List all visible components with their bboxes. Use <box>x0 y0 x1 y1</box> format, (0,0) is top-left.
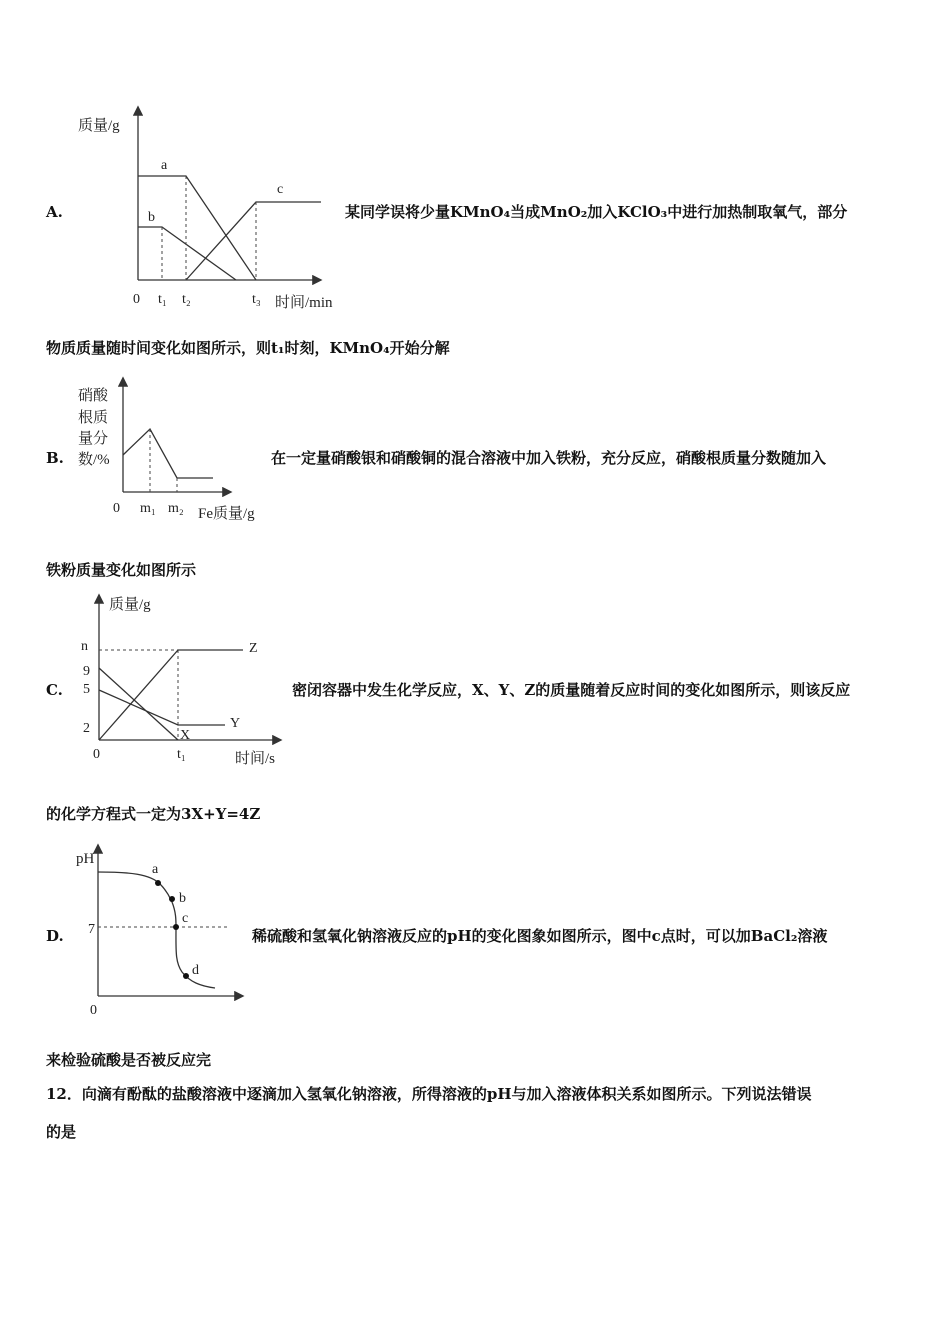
graph-d <box>70 840 255 1025</box>
option-a-label: A. <box>46 203 63 221</box>
z-label: Z <box>249 641 258 656</box>
y-axis-label: pH <box>76 851 95 867</box>
graph-c <box>75 590 295 770</box>
option-d-text-line2: 来检验硫酸是否被反应完 <box>46 1051 212 1069</box>
x-axis-label: Fe质量/g <box>198 506 255 522</box>
point-a-label: a <box>152 862 159 877</box>
graph-a <box>70 100 350 315</box>
curve-b-label: b <box>148 210 155 225</box>
t2-label: t₂ <box>182 292 191 307</box>
origin-label: 0 <box>90 1003 97 1018</box>
question-12-line2: 的是 <box>46 1123 77 1141</box>
option-a-text-line2: 物质质量随时间变化如图所示，则t₁时刻，KMnO₄开始分解 <box>46 339 450 357</box>
x-label: X <box>180 728 191 743</box>
option-c-label: C. <box>46 681 63 699</box>
point-c-label: c <box>182 911 189 926</box>
t1-label: t₁ <box>158 292 167 307</box>
line-y <box>99 690 225 725</box>
m1-label: m₁ <box>140 501 156 516</box>
n-label: n <box>81 639 88 654</box>
x-axis-label: 时间/min <box>275 295 333 311</box>
question-12-line1: 12．向滴有酚酞的盐酸溶液中逐滴加入氢氧化钠溶液，所得溶液的pH与加入溶液体积关系如图所示。下列说法错误 <box>46 1085 812 1103</box>
option-b-label: B. <box>46 449 64 467</box>
origin-label: 0 <box>93 747 100 762</box>
option-c-text-line1: 密闭容器中发生化学反应，X、Y、Z的质量随着反应时间的变化如图所示，则该反应 <box>292 681 851 699</box>
t3-label: t₃ <box>252 292 261 307</box>
y-label: Y <box>230 716 241 731</box>
graph-b <box>70 375 280 525</box>
point-d-label: d <box>192 963 199 978</box>
curve-c <box>186 202 321 280</box>
y-axis-label-2: 根质 <box>78 410 109 426</box>
option-c-text-line2: 的化学方程式一定为3X+Y=4Z <box>46 805 261 823</box>
curve-b <box>138 227 236 280</box>
origin-label: 0 <box>133 292 140 307</box>
value-9-label: 9 <box>83 664 90 679</box>
curve-a-label: a <box>161 158 168 173</box>
point-b <box>169 896 175 902</box>
m2-label: m₂ <box>168 501 184 516</box>
point-b-label: b <box>179 891 186 906</box>
curve-a <box>138 176 256 280</box>
origin-label: 0 <box>113 501 120 516</box>
y-axis-label-1: 硝酸 <box>78 388 109 404</box>
option-d-text-line1: 稀硫酸和氢氧化钠溶液反应的pH的变化图象如图所示，图中c点时，可以加BaCl₂溶液 <box>252 927 828 945</box>
point-a <box>155 880 161 886</box>
curve-c-label: c <box>277 182 284 197</box>
value-5-label: 5 <box>83 682 90 697</box>
x-axis-label: 时间/s <box>235 751 276 767</box>
value-7-label: 7 <box>88 922 95 937</box>
line-z <box>99 650 243 740</box>
option-b-text-line1: 在一定量硝酸银和硝酸铜的混合溶液中加入铁粉，充分反应，硝酸根质量分数随加入 <box>271 449 827 467</box>
y-axis-label-4: 数/% <box>78 452 110 468</box>
t1-label: t₁ <box>177 747 186 762</box>
y-axis-label-3: 量分 <box>78 431 109 447</box>
option-b-text-line2: 铁粉质量变化如图所示 <box>46 561 197 579</box>
option-d-label: D. <box>46 927 64 945</box>
value-2-label: 2 <box>83 721 90 736</box>
curve <box>123 429 213 478</box>
y-axis-label: 质量/g <box>78 118 120 134</box>
line-x <box>99 668 178 740</box>
y-axis-label: 质量/g <box>109 597 151 613</box>
option-a-text-line1: 某同学误将少量KMnO₄当成MnO₂加入KClO₃中进行加热制取氧气，部分 <box>345 203 848 221</box>
point-d <box>183 973 189 979</box>
point-c <box>173 924 179 930</box>
